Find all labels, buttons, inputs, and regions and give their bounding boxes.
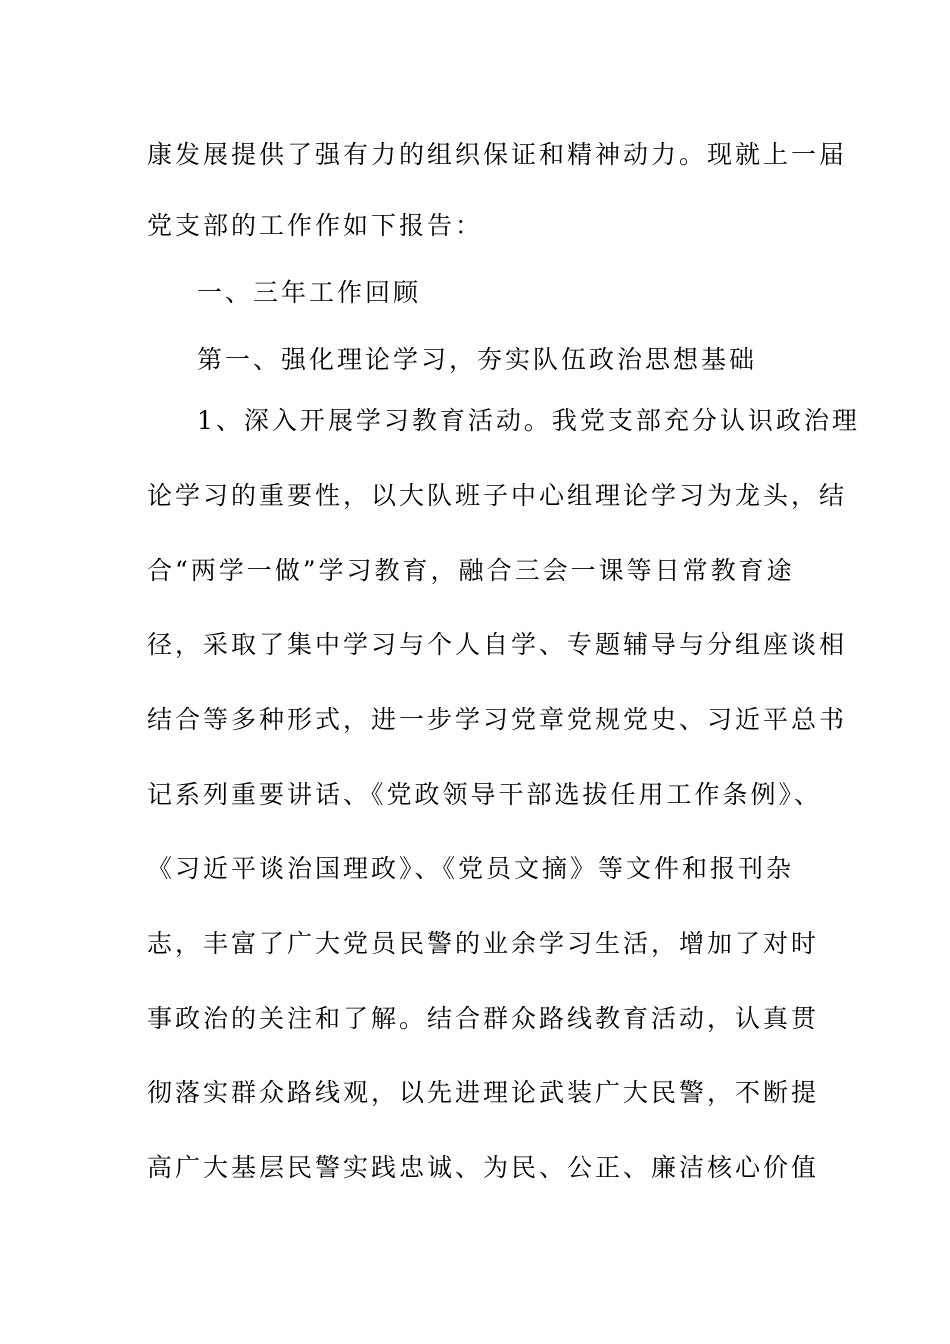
paragraph-line-2: 党支部的工作作如下报告：	[147, 211, 484, 240]
paragraph-line-14: 彻落实群众路线观，以先进理论武装广大民警，不断提	[147, 1078, 820, 1107]
paragraph-line-6: 论学习的重要性，以大队班子中心组理论学习为龙头，结	[147, 481, 848, 510]
paragraph-line-8: 径，采取了集中学习与个人自学、专题辅导与分组座谈相	[147, 630, 848, 659]
paragraph-line-1: 康发展提供了强有力的组织保证和精神动力。现就上一届	[147, 140, 848, 169]
paragraph-line-12: 志，丰富了广大党员民警的业余学习生活，增加了对时	[147, 929, 820, 958]
paragraph-line-10: 记系列重要讲话、《党政领导干部选拔任用工作条例》、	[147, 780, 823, 809]
paragraph-line-5: 1、深入开展学习教育活动。我党支部充分认识政治理	[197, 406, 860, 435]
paragraph-line-13: 事政治的关注和了解。结合群众路线教育活动，认真贯	[147, 1004, 820, 1033]
subsection-heading: 第一、强化理论学习，夯实队伍政治思想基础	[197, 345, 758, 374]
paragraph-line-11: 《习近平谈治国理政》、《党员文摘》等文件和报刊杂	[147, 854, 795, 883]
paragraph-line-7: 合“两学一做”学习教育，融合三会一课等日常教育途	[147, 556, 795, 585]
section-heading: 一、三年工作回顾	[197, 278, 422, 307]
paragraph-line-9: 结合等多种形式，进一步学习党章党规党史、习近平总书	[147, 705, 848, 734]
paragraph-line-15: 高广大基层民警实践忠诚、为民、公正、廉洁核心价值	[147, 1153, 820, 1182]
